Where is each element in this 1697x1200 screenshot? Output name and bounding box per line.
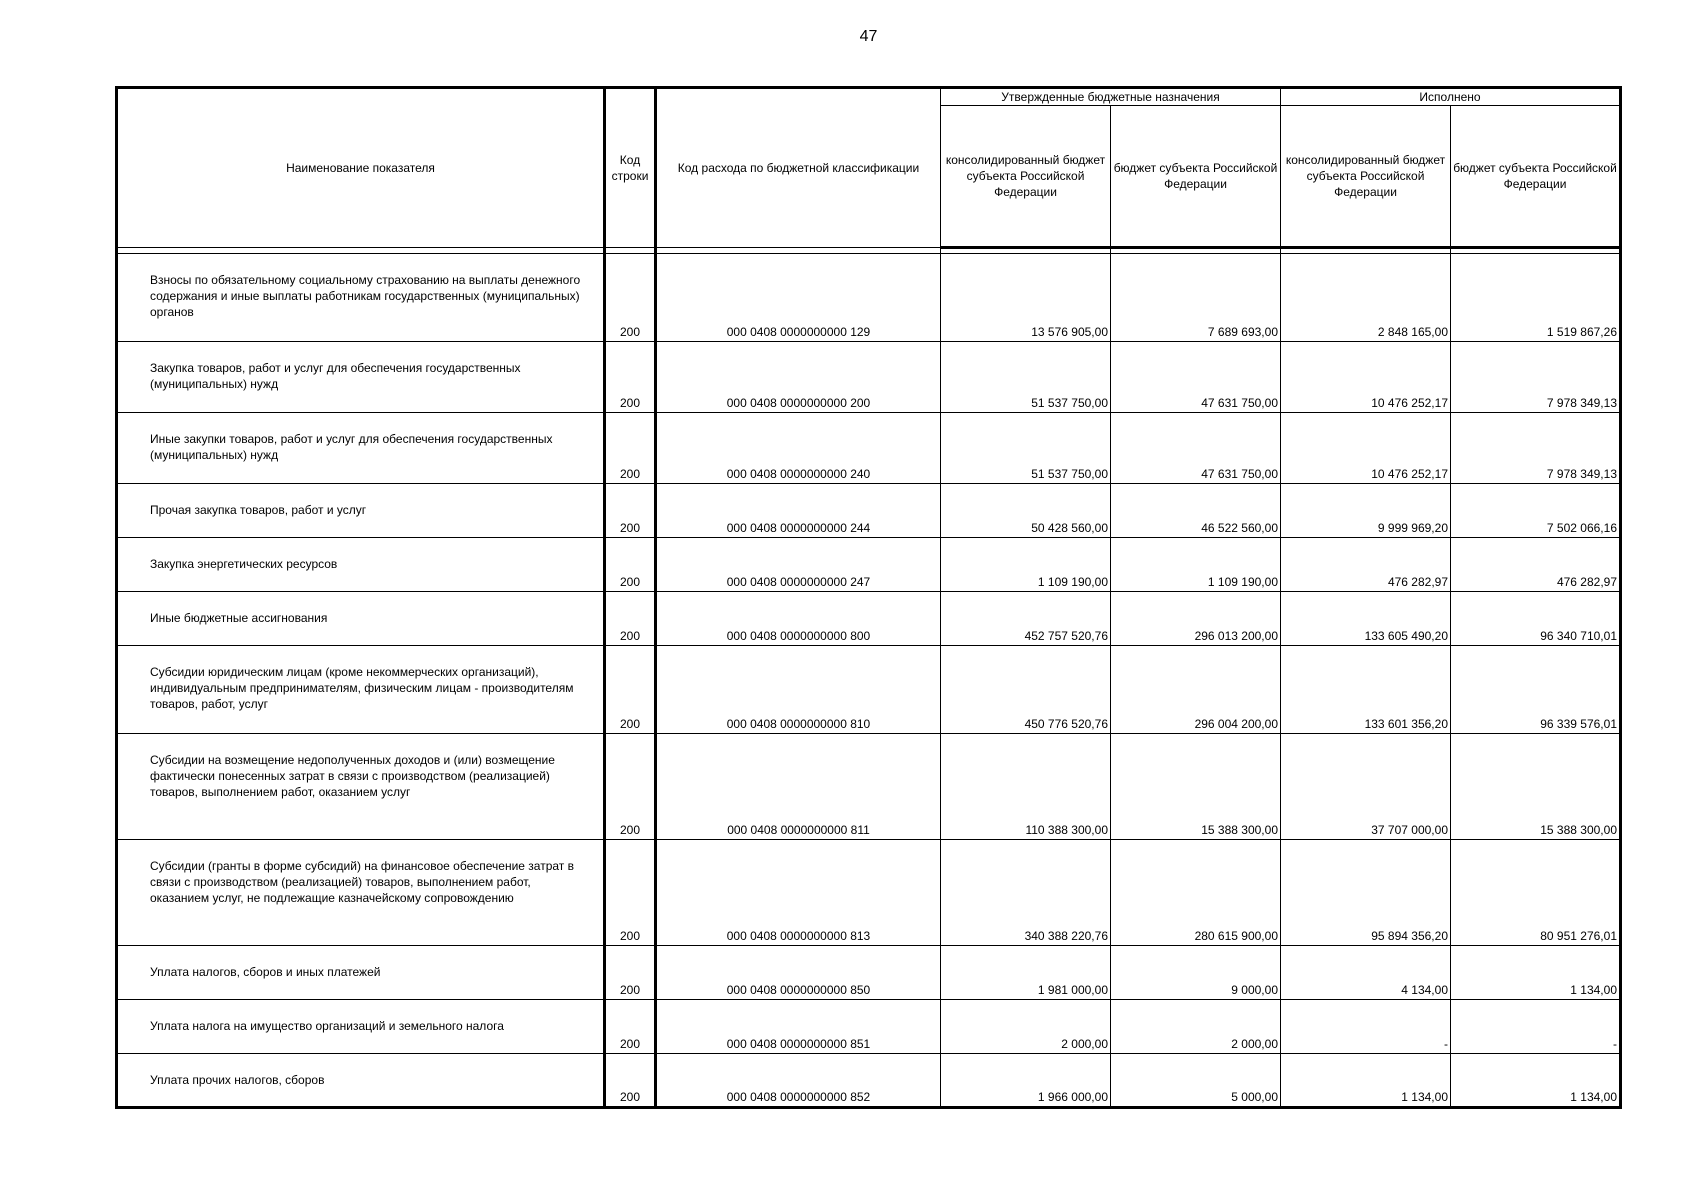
cell-executed-subject: 1 134,00 [1451, 1054, 1621, 1108]
header-approved-consolidated: консолидированный бюджет субъекта Российской Федерации [941, 106, 1111, 248]
cell-executed-consolidated: 37 707 000,00 [1281, 734, 1451, 840]
table-row [117, 484, 1621, 538]
cell-approved-subject: 5 000,00 [1111, 1054, 1281, 1108]
cell-approved-consolidated: 340 388 220,76 [941, 840, 1111, 946]
header-executed-consolidated: консолидированный бюджет субъекта Российской Федерации [1281, 106, 1451, 248]
cell-budget-code: 000 0408 0000000000 813 [656, 840, 941, 946]
cell-approved-consolidated: 1 109 190,00 [941, 538, 1111, 592]
cell-approved-subject: 7 689 693,00 [1111, 254, 1281, 342]
cell-approved-subject: 47 631 750,00 [1111, 413, 1281, 484]
cell-budget-code: 000 0408 0000000000 811 [656, 734, 941, 840]
cell-name: Закупка товаров, работ и услуг для обеспечения государственных (муниципальных) нужд [117, 342, 605, 413]
cell-line-code: 200 [605, 413, 656, 484]
cell-name: Иные закупки товаров, работ и услуг для обеспечения государственных (муниципальных) нужд [117, 413, 605, 484]
table-row [117, 1000, 1621, 1054]
table-row [117, 538, 1621, 592]
cell-approved-subject: 296 004 200,00 [1111, 646, 1281, 734]
cell-executed-subject: 80 951 276,01 [1451, 840, 1621, 946]
cell-approved-consolidated: 13 576 905,00 [941, 254, 1111, 342]
cell-executed-subject: 1 134,00 [1451, 946, 1621, 1000]
cell-executed-subject: 7 978 349,13 [1451, 413, 1621, 484]
cell-executed-consolidated: 9 999 969,20 [1281, 484, 1451, 538]
header-line-code: Код строки [605, 88, 656, 248]
cell-name: Уплата прочих налогов, сборов [117, 1054, 605, 1108]
cell-line-code: 200 [605, 342, 656, 413]
cell-name: Иные бюджетные ассигнования [117, 592, 605, 646]
cell-approved-consolidated: 1 981 000,00 [941, 946, 1111, 1000]
header-approved-group: Утвержденные бюджетные назначения [941, 88, 1281, 106]
cell-executed-subject: 1 519 867,26 [1451, 254, 1621, 342]
cell-approved-subject: 9 000,00 [1111, 946, 1281, 1000]
cell-executed-consolidated: 476 282,97 [1281, 538, 1451, 592]
cell-budget-code: 000 0408 0000000000 851 [656, 1000, 941, 1054]
table-row [117, 840, 1621, 946]
cell-executed-consolidated: 2 848 165,00 [1281, 254, 1451, 342]
header-budget-code: Код расхода по бюджетной классификации [656, 88, 941, 248]
cell-budget-code: 000 0408 0000000000 850 [656, 946, 941, 1000]
cell-name: Субсидии (гранты в форме субсидий) на финансовое обеспечение затрат в связи с производством (реализацией) товаров, выполнением работ, оказанием услуг, не подлежащие казначейскому сопровождению [117, 840, 605, 946]
cell-approved-consolidated: 450 776 520,76 [941, 646, 1111, 734]
cell-line-code: 200 [605, 946, 656, 1000]
cell-line-code: 200 [605, 538, 656, 592]
cell-approved-subject: 46 522 560,00 [1111, 484, 1281, 538]
cell-executed-subject: 476 282,97 [1451, 538, 1621, 592]
cell-approved-consolidated: 2 000,00 [941, 1000, 1111, 1054]
header-approved-subject: бюджет субъекта Российской Федерации [1111, 106, 1281, 248]
cell-executed-subject: 7 502 066,16 [1451, 484, 1621, 538]
cell-executed-subject: - [1451, 1000, 1621, 1054]
cell-executed-consolidated: 4 134,00 [1281, 946, 1451, 1000]
header-name: Наименование показателя [117, 88, 605, 248]
cell-line-code: 200 [605, 840, 656, 946]
cell-line-code: 200 [605, 734, 656, 840]
cell-executed-subject: 96 340 710,01 [1451, 592, 1621, 646]
cell-budget-code: 000 0408 0000000000 200 [656, 342, 941, 413]
cell-executed-consolidated: - [1281, 1000, 1451, 1054]
cell-name: Субсидии юридическим лицам (кроме некоммерческих организаций), индивидуальным предпринимателям, физическим лицам - производителям товаров, работ, услуг [117, 646, 605, 734]
header-executed-subject: бюджет субъекта Российской Федерации [1451, 106, 1621, 248]
cell-budget-code: 000 0408 0000000000 240 [656, 413, 941, 484]
cell-executed-consolidated: 95 894 356,20 [1281, 840, 1451, 946]
cell-executed-consolidated: 133 601 356,20 [1281, 646, 1451, 734]
header-executed-group: Исполнено [1281, 88, 1621, 106]
cell-line-code: 200 [605, 484, 656, 538]
cell-approved-consolidated: 452 757 520,76 [941, 592, 1111, 646]
cell-line-code: 200 [605, 1054, 656, 1108]
cell-executed-consolidated: 1 134,00 [1281, 1054, 1451, 1108]
table-row [117, 646, 1621, 734]
cell-name: Уплата налогов, сборов и иных платежей [117, 946, 605, 1000]
cell-executed-subject: 7 978 349,13 [1451, 342, 1621, 413]
cell-approved-subject: 296 013 200,00 [1111, 592, 1281, 646]
cell-executed-consolidated: 133 605 490,20 [1281, 592, 1451, 646]
cell-executed-consolidated: 10 476 252,17 [1281, 342, 1451, 413]
page-number: 47 [859, 28, 878, 45]
cell-budget-code: 000 0408 0000000000 247 [656, 538, 941, 592]
cell-executed-subject: 96 339 576,01 [1451, 646, 1621, 734]
table-row [117, 946, 1621, 1000]
table-row [117, 592, 1621, 646]
cell-name: Уплата налога на имущество организаций и земельного налога [117, 1000, 605, 1054]
cell-executed-subject: 15 388 300,00 [1451, 734, 1621, 840]
cell-line-code: 200 [605, 254, 656, 342]
cell-executed-consolidated: 10 476 252,17 [1281, 413, 1451, 484]
cell-line-code: 200 [605, 1000, 656, 1054]
budget-report-table [115, 86, 1622, 1109]
table-body [117, 248, 1621, 1108]
table-row [117, 734, 1621, 840]
cell-name: Взносы по обязательному социальному страхованию на выплаты денежного содержания и иные выплаты работникам государственных (муниципальных) органов [117, 254, 605, 342]
cell-budget-code: 000 0408 0000000000 852 [656, 1054, 941, 1108]
cell-approved-consolidated: 51 537 750,00 [941, 413, 1111, 484]
cell-budget-code: 000 0408 0000000000 810 [656, 646, 941, 734]
cell-name: Субсидии на возмещение недополученных доходов и (или) возмещение фактически понесенных затрат в связи с производством (реализацией) товаров, выполнением работ, оказанием услуг [117, 734, 605, 840]
cell-line-code: 200 [605, 646, 656, 734]
table-header [117, 88, 1621, 248]
cell-name: Прочая закупка товаров, работ и услуг [117, 484, 605, 538]
cell-approved-subject: 280 615 900,00 [1111, 840, 1281, 946]
cell-approved-consolidated: 51 537 750,00 [941, 342, 1111, 413]
cell-name: Закупка энергетических ресурсов [117, 538, 605, 592]
table-row [117, 254, 1621, 342]
cell-approved-subject: 1 109 190,00 [1111, 538, 1281, 592]
cell-approved-consolidated: 50 428 560,00 [941, 484, 1111, 538]
cell-budget-code: 000 0408 0000000000 244 [656, 484, 941, 538]
cell-approved-subject: 2 000,00 [1111, 1000, 1281, 1054]
cell-line-code: 200 [605, 592, 656, 646]
table-row [117, 413, 1621, 484]
cell-approved-subject: 47 631 750,00 [1111, 342, 1281, 413]
table-row [117, 1054, 1621, 1108]
cell-approved-consolidated: 1 966 000,00 [941, 1054, 1111, 1108]
cell-budget-code: 000 0408 0000000000 129 [656, 254, 941, 342]
table-row [117, 342, 1621, 413]
cell-approved-subject: 15 388 300,00 [1111, 734, 1281, 840]
cell-budget-code: 000 0408 0000000000 800 [656, 592, 941, 646]
cell-approved-consolidated: 110 388 300,00 [941, 734, 1111, 840]
